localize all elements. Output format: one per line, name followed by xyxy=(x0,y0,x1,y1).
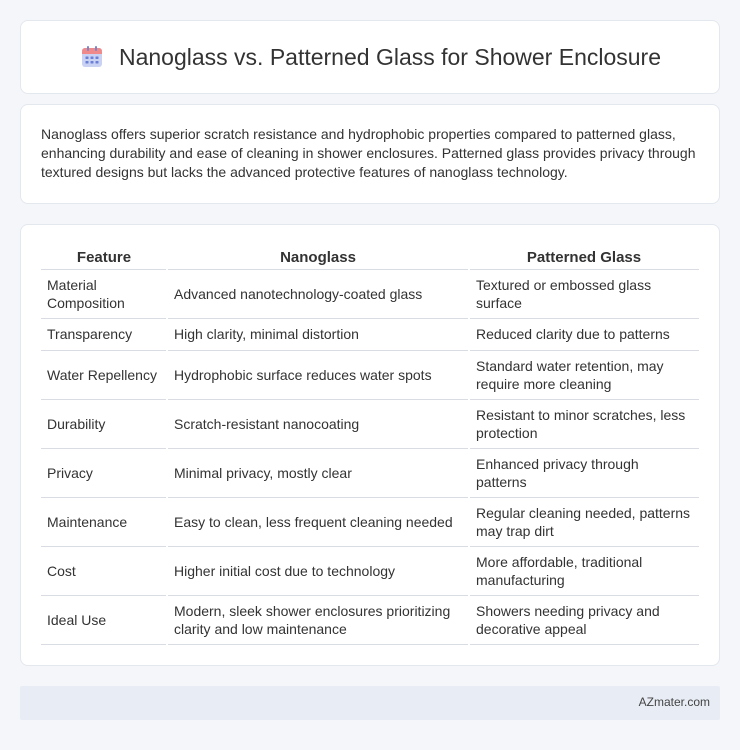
intro-text: Nanoglass offers superior scratch resistance and hydrophobic properties compared to patterned glass, enhancing durability and ease of cleaning in shower enclosures. Patterned glass provides privacy through textured designs but lacks the advanced protective features of nanoglass technology. xyxy=(41,126,696,180)
row-nanoglass: Scratch-resistant nanocoating xyxy=(167,399,469,448)
table-header-row xyxy=(41,245,699,269)
page-title: Nanoglass vs. Patterned Glass for Shower Enclosure xyxy=(118,43,662,70)
row-patterned: Standard water retention, may require more cleaning xyxy=(469,350,699,399)
row-feature: Ideal Use xyxy=(41,595,167,644)
row-feature: Maintenance xyxy=(41,497,167,546)
table-row xyxy=(41,318,699,350)
row-nanoglass: Advanced nanotechnology-coated glass xyxy=(167,269,469,318)
row-feature: Cost xyxy=(41,546,167,595)
comparison-table xyxy=(41,245,699,645)
footer-brand[interactable]: AZmater.com xyxy=(638,695,710,709)
table-row xyxy=(41,595,699,644)
row-nanoglass: Modern, sleek shower enclosures prioritizing clarity and low maintenance xyxy=(167,595,469,644)
intro-card xyxy=(20,104,720,204)
table-row xyxy=(41,350,699,399)
row-patterned: Resistant to minor scratches, less protection xyxy=(469,399,699,448)
row-patterned: Enhanced privacy through patterns xyxy=(469,448,699,497)
row-nanoglass: Minimal privacy, mostly clear xyxy=(167,448,469,497)
row-nanoglass: Higher initial cost due to technology xyxy=(167,546,469,595)
footer-bar xyxy=(20,686,720,720)
row-nanoglass: High clarity, minimal distortion xyxy=(167,318,469,350)
table-row xyxy=(41,546,699,595)
row-feature: Transparency xyxy=(41,318,167,350)
comparison-table-card xyxy=(20,224,720,666)
row-patterned: More affordable, traditional manufacturing xyxy=(469,546,699,595)
table-row xyxy=(41,497,699,546)
calendar-icon xyxy=(79,44,105,70)
row-patterned: Regular cleaning needed, patterns may trap dirt xyxy=(469,497,699,546)
title-card xyxy=(20,20,720,94)
header-patterned-glass: Patterned Glass xyxy=(469,245,699,269)
table-row xyxy=(41,269,699,318)
row-feature: Durability xyxy=(41,399,167,448)
row-feature: Material Composition xyxy=(41,269,167,318)
row-feature: Privacy xyxy=(41,448,167,497)
row-patterned: Textured or embossed glass surface xyxy=(469,269,699,318)
row-patterned: Showers needing privacy and decorative appeal xyxy=(469,595,699,644)
table-row xyxy=(41,448,699,497)
row-feature: Water Repellency xyxy=(41,350,167,399)
row-patterned: Reduced clarity due to patterns xyxy=(469,318,699,350)
table-row xyxy=(41,399,699,448)
row-nanoglass: Easy to clean, less frequent cleaning needed xyxy=(167,497,469,546)
row-nanoglass: Hydrophobic surface reduces water spots xyxy=(167,350,469,399)
header-feature: Feature xyxy=(41,245,167,269)
header-nanoglass: Nanoglass xyxy=(167,245,469,269)
